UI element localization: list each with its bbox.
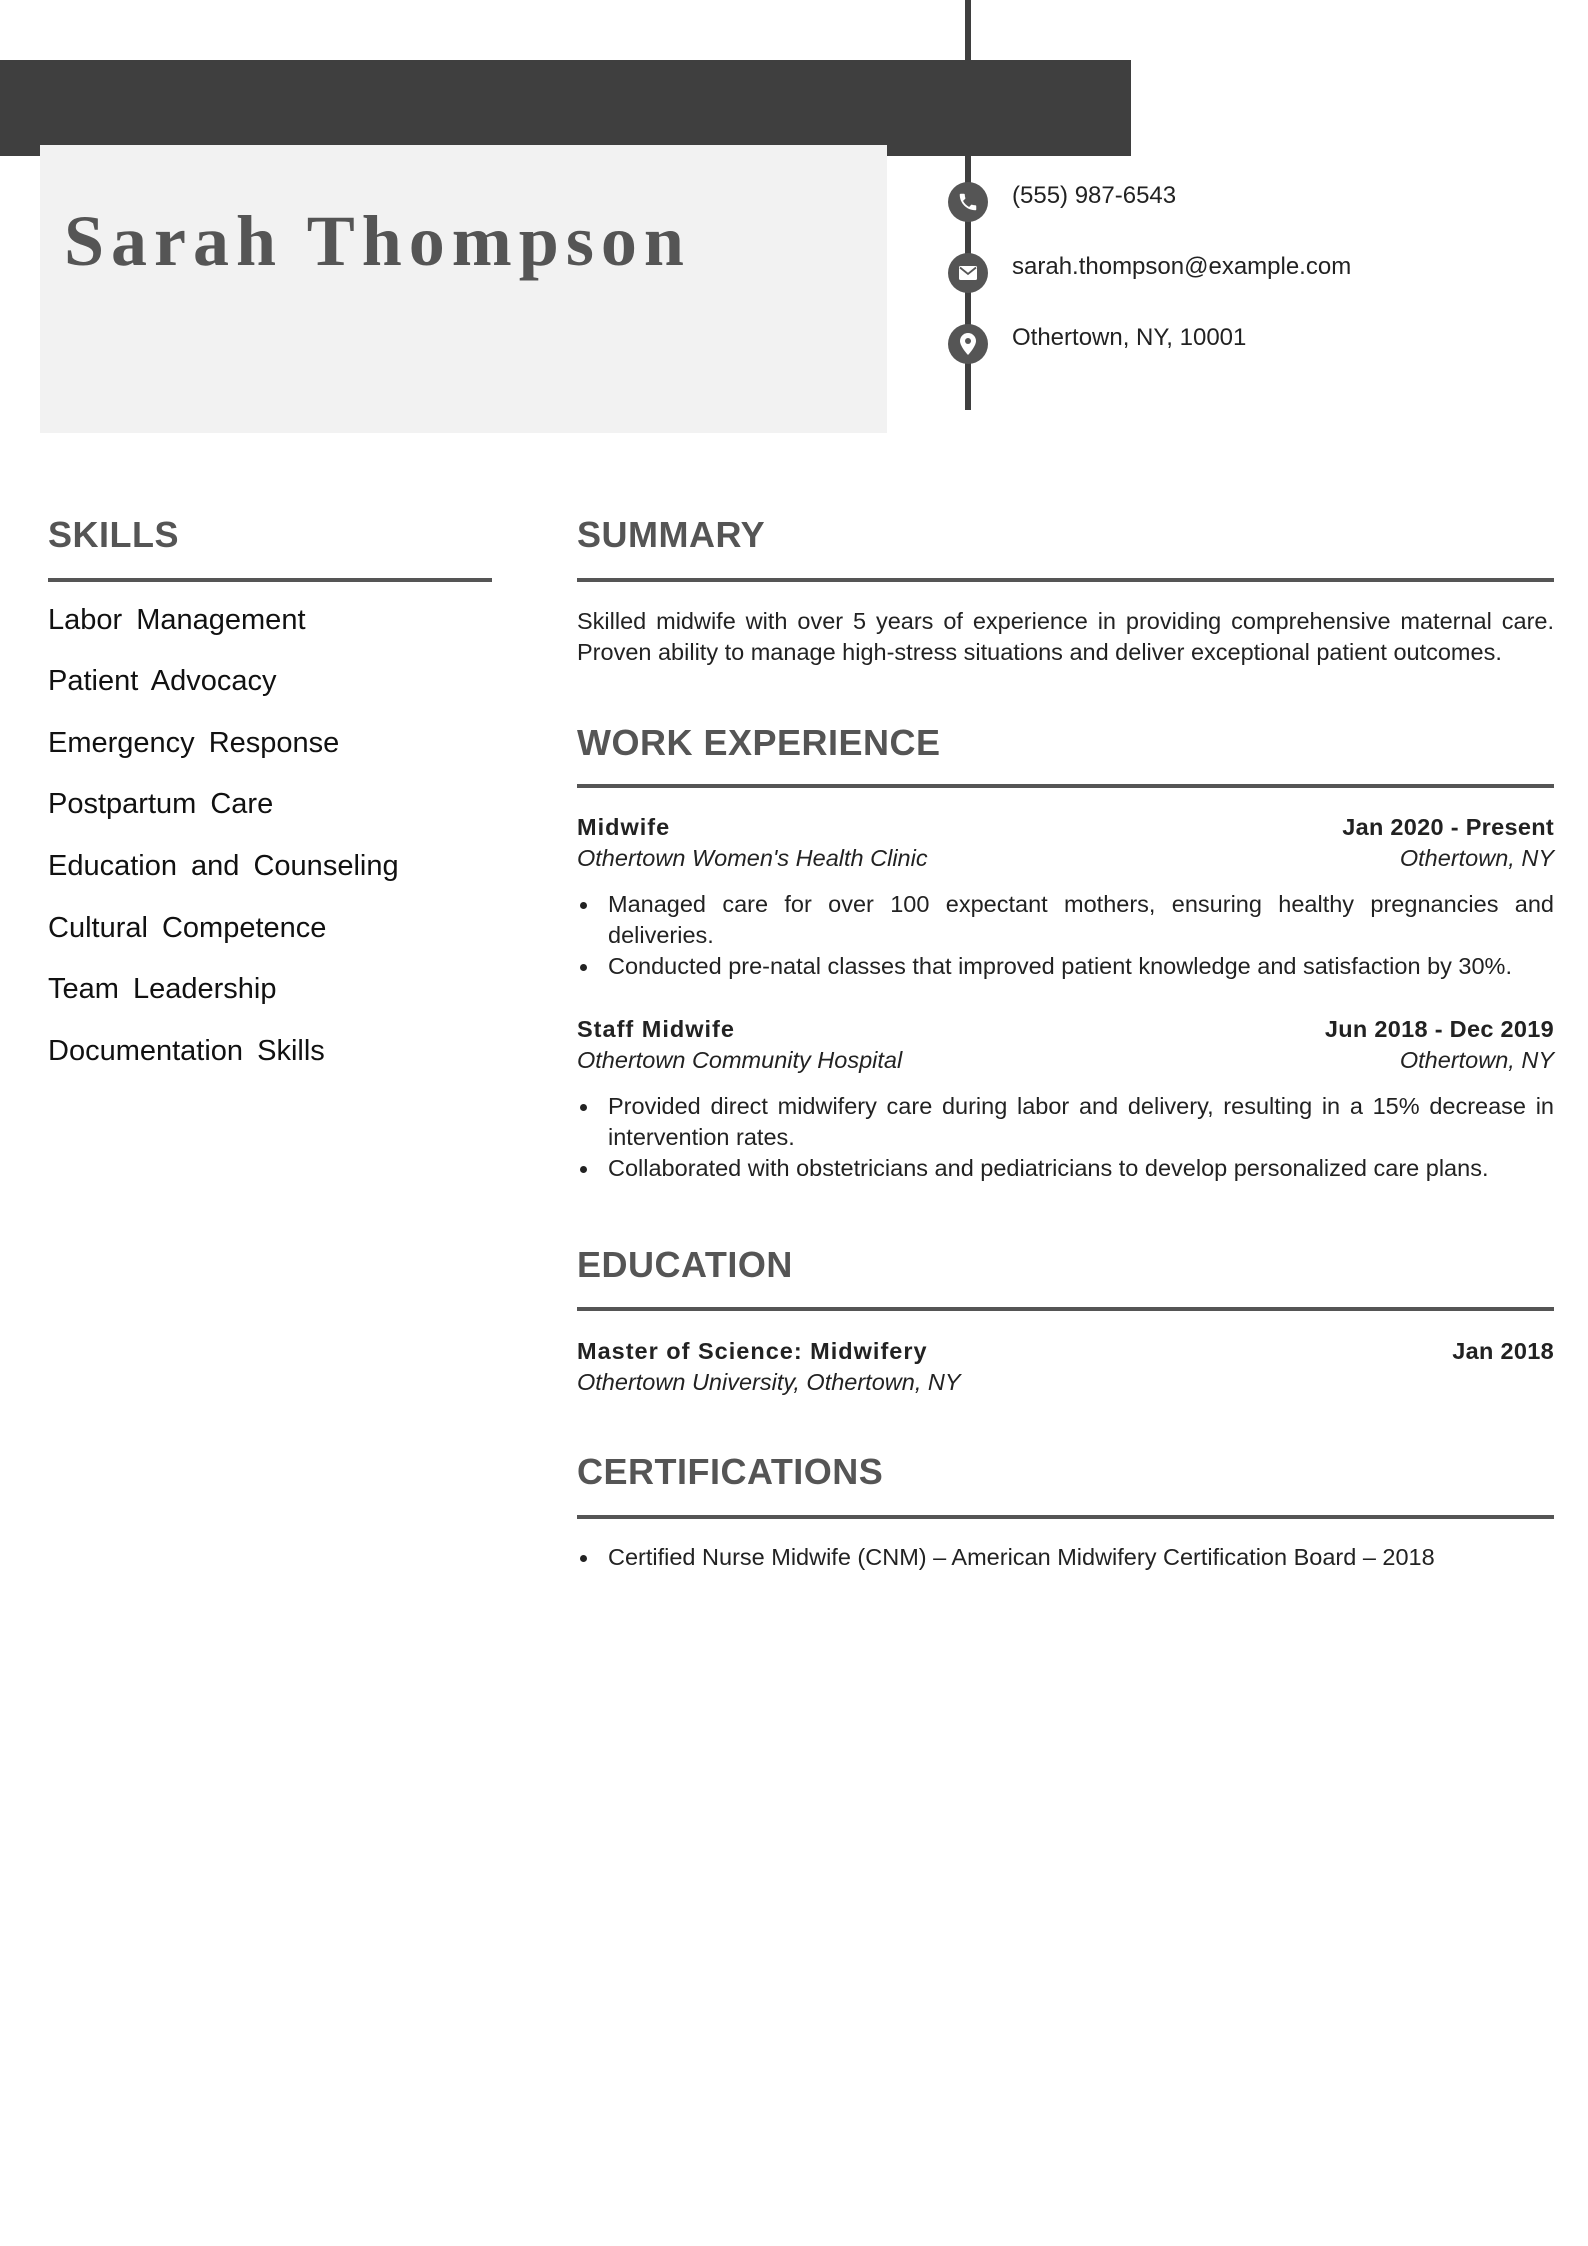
experience-divider bbox=[577, 784, 1554, 788]
job-location: Othertown, NY bbox=[1399, 1047, 1554, 1073]
skill-item: Emergency Response bbox=[48, 727, 340, 759]
job-dates: Jun 2018 - Dec 2019 bbox=[1324, 1016, 1554, 1042]
job-bullets bbox=[577, 889, 1554, 982]
contact-phone[interactable]: (555) 987-6543 bbox=[1012, 182, 1177, 209]
job-location: Othertown, NY bbox=[1399, 845, 1554, 871]
skills-heading: SKILLS bbox=[48, 514, 180, 555]
summary-text: Skilled midwife with over 5 years of experience in providing comprehensive maternal care. Proven ability to manage high-stress situations and deliver exceptional patient outcomes. bbox=[577, 608, 1554, 665]
skill-item: Education and Counseling bbox=[48, 850, 399, 882]
experience-heading: WORK EXPERIENCE bbox=[577, 722, 941, 763]
skill-item: Labor Management bbox=[48, 604, 306, 636]
skill-item: Postpartum Care bbox=[48, 788, 274, 820]
job-dates: Jan 2020 - Present bbox=[1342, 814, 1554, 840]
skills-divider bbox=[48, 578, 492, 582]
candidate-name: Sarah Thompson bbox=[64, 201, 691, 281]
job-bullets bbox=[577, 1091, 1554, 1184]
envelope-icon bbox=[948, 253, 988, 293]
skill-item: Team Leadership bbox=[48, 973, 277, 1005]
contact-email[interactable]: sarah.thompson@example.com bbox=[1012, 253, 1352, 280]
skill-item: Cultural Competence bbox=[48, 912, 327, 944]
summary-divider bbox=[577, 578, 1554, 582]
summary-heading: SUMMARY bbox=[577, 514, 766, 555]
certifications-divider bbox=[577, 1515, 1554, 1519]
list-item: Certified Nurse Midwife (CNM) – American Midwifery Certification Board – 2018 bbox=[577, 1542, 1554, 1573]
list-item: Collaborated with obstetricians and pediatricians to develop personalized care plans. bbox=[577, 1153, 1554, 1184]
job-title: Midwife bbox=[577, 814, 671, 840]
job-organization: Othertown Women's Health Clinic bbox=[577, 845, 928, 871]
list-item: Managed care for over 100 expectant mothers, ensuring healthy pregnancies and deliveries. bbox=[577, 889, 1554, 951]
map-pin-icon bbox=[948, 324, 988, 364]
header-bar bbox=[0, 60, 1131, 156]
degree-title: Master of Science: Midwifery bbox=[577, 1338, 928, 1364]
degree-date: Jan 2018 bbox=[1452, 1338, 1554, 1364]
education-divider bbox=[577, 1307, 1554, 1311]
education-heading: EDUCATION bbox=[577, 1244, 793, 1285]
certifications-heading: CERTIFICATIONS bbox=[577, 1451, 884, 1492]
skill-item: Documentation Skills bbox=[48, 1035, 325, 1067]
certification-list bbox=[577, 1542, 1554, 1573]
job-organization: Othertown Community Hospital bbox=[577, 1047, 903, 1073]
name-panel bbox=[40, 145, 887, 433]
contact-address: Othertown, NY, 10001 bbox=[1012, 324, 1247, 351]
skill-item: Patient Advocacy bbox=[48, 665, 277, 697]
job-title: Staff Midwife bbox=[577, 1016, 735, 1042]
phone-icon bbox=[948, 182, 988, 222]
list-item: Provided direct midwifery care during labor and delivery, resulting in a 15% decrease in intervention rates. bbox=[577, 1091, 1554, 1153]
list-item: Conducted pre-natal classes that improved patient knowledge and satisfaction by 30%. bbox=[577, 951, 1554, 982]
school-name: Othertown University, Othertown, NY bbox=[577, 1369, 961, 1395]
